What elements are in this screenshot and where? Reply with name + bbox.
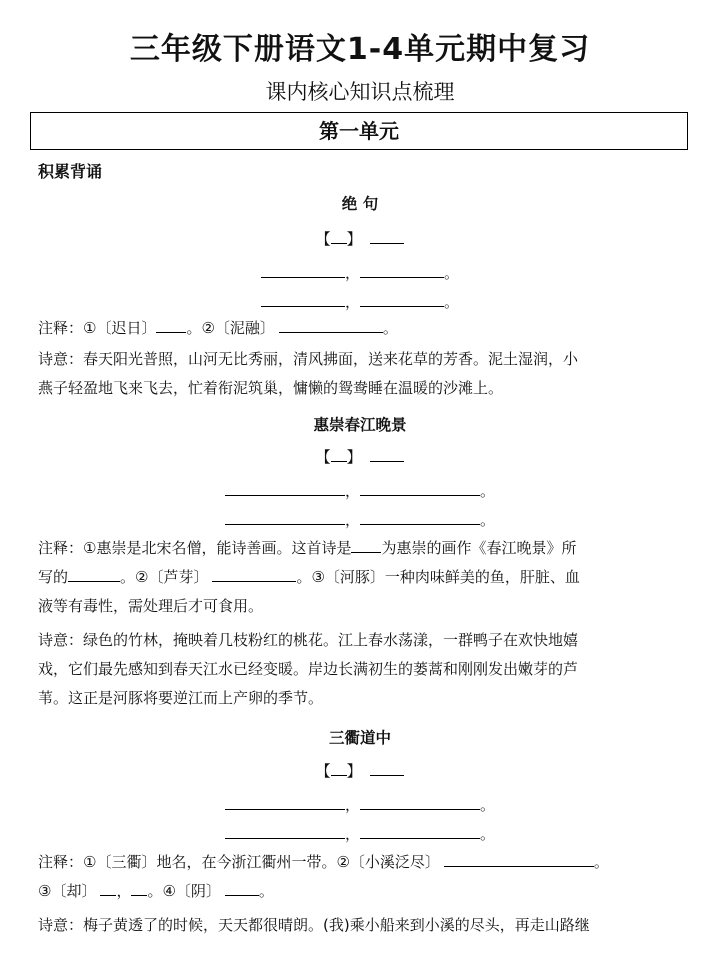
comma: ，: [344, 482, 360, 500]
unit-heading: 第一单元: [30, 112, 688, 150]
poem1-line-row: [0, 291, 720, 312]
author-blank[interactable]: [370, 447, 404, 462]
poem1-notes: [38, 314, 684, 343]
dynasty-blank[interactable]: [331, 229, 347, 244]
note-text: 为惠崇的画作《春江晚景》所: [381, 539, 577, 557]
poem-line-blank[interactable]: [360, 481, 480, 496]
note-text: 。④〔阴〕: [147, 882, 221, 900]
note-text: 。: [593, 853, 609, 871]
poem-line-blank[interactable]: [360, 824, 480, 839]
note-line: [38, 563, 684, 592]
note-blank[interactable]: [225, 881, 259, 896]
period: 。: [480, 482, 496, 500]
note-text: 。②〔泥融〕: [186, 319, 275, 337]
poem1-author-row: [0, 228, 720, 249]
poem-line-blank[interactable]: [225, 795, 345, 810]
note-blank[interactable]: [444, 852, 594, 867]
bracket-close: 】: [346, 230, 362, 248]
page-title: 三年级下册语文1-4单元期中复习: [129, 32, 591, 67]
poem-line-blank[interactable]: [360, 292, 444, 307]
comma: ，: [344, 825, 360, 843]
dynasty-blank[interactable]: [331, 447, 347, 462]
poem2-author-row: [0, 446, 720, 467]
bracket-open: 【: [315, 230, 331, 248]
meaning-line: 诗意：春天阳光普照，山河无比秀丽，清风拂面，送来花草的芳香。泥土湿润，小: [38, 350, 579, 368]
comma: ，: [344, 264, 360, 282]
meaning-line: 诗意：梅子黄透了的时候，天天都很晴朗。(我)乘小船来到小溪的尽头，再走山路继: [38, 916, 590, 934]
note-text: 。②〔芦芽〕: [120, 568, 209, 586]
note-blank[interactable]: [351, 538, 381, 553]
bracket-open: 【: [315, 448, 331, 466]
note-text: 。: [382, 319, 398, 337]
poem2-meaning: [38, 626, 684, 713]
poem2-line-row: [0, 509, 720, 530]
bracket-close: 】: [346, 448, 362, 466]
meaning-line: 戏，它们最先感知到春天江水已经变暖。岸边长满初生的蒌蒿和刚刚发出嫩芽的芦: [38, 660, 579, 678]
meaning-line: 燕子轻盈地飞来飞去，忙着衔泥筑巢，慵懒的鸳鸯睡在温暖的沙滩上。: [38, 379, 504, 397]
poem2-line-row: [0, 480, 720, 501]
author-blank[interactable]: [370, 229, 404, 244]
meaning-line: 诗意：绿色的竹林，掩映着几枝粉红的桃花。江上春水荡漾，一群鸭子在欢快地嬉: [38, 631, 579, 649]
poem3-title: 三衢道中: [328, 729, 391, 747]
author-blank[interactable]: [370, 761, 404, 776]
poem1-line-row: [0, 262, 720, 283]
bracket-open: 【: [315, 762, 331, 780]
note-blank[interactable]: [156, 318, 186, 333]
note-blank[interactable]: [212, 567, 296, 582]
poem3-author-row: [0, 760, 720, 781]
poem-line-blank[interactable]: [360, 510, 480, 525]
poem3-line-row: [0, 794, 720, 815]
note-text: 。: [258, 882, 274, 900]
page-subtitle: 课内核心知识点梳理: [265, 80, 455, 104]
note-text: 注释：①〔迟日〕: [38, 319, 157, 337]
poem3-line-row: [0, 823, 720, 844]
poem3-meaning: [38, 911, 684, 940]
note-blank[interactable]: [100, 881, 116, 896]
poem2-notes: [38, 534, 684, 621]
poem-line-blank[interactable]: [225, 510, 345, 525]
poem-line-blank[interactable]: [261, 292, 345, 307]
poem-line-blank[interactable]: [360, 795, 480, 810]
note-blank[interactable]: [279, 318, 383, 333]
note-line: [38, 534, 684, 563]
note-blank[interactable]: [68, 567, 120, 582]
note-text: 。③〔河豚〕一种肉味鲜美的鱼，肝脏、血: [296, 568, 580, 586]
poem2-title: 惠崇春江晚景: [313, 416, 407, 434]
period: 。: [480, 825, 496, 843]
poem-line-blank[interactable]: [360, 263, 444, 278]
note-line: [38, 877, 684, 906]
note-text: ，: [116, 882, 132, 900]
note-text: 注释：①〔三衢〕地名，在今浙江衢州一带。②〔小溪泛尽〕: [38, 853, 440, 871]
note-text: ③〔却〕: [38, 882, 97, 900]
section-heading: 积累背诵: [38, 162, 103, 181]
note-line: [38, 848, 684, 877]
comma: ，: [344, 511, 360, 529]
comma: ，: [344, 293, 360, 311]
meaning-line: 苇。这正是河豚将要逆江而上产卵的季节。: [38, 689, 324, 707]
note-text: 写的: [38, 568, 69, 586]
bracket-close: 】: [346, 762, 362, 780]
note-line: 液等有毒性，需处理后才可食用。: [38, 597, 264, 615]
poem1-meaning: [38, 345, 684, 403]
poem-line-blank[interactable]: [225, 824, 345, 839]
note-blank[interactable]: [131, 881, 147, 896]
poem-line-blank[interactable]: [225, 481, 345, 496]
period: 。: [480, 796, 496, 814]
period: 。: [480, 511, 496, 529]
poem1-title: 绝 句: [341, 195, 379, 213]
poem-line-blank[interactable]: [261, 263, 345, 278]
period: 。: [444, 293, 460, 311]
period: 。: [444, 264, 460, 282]
dynasty-blank[interactable]: [331, 761, 347, 776]
poem3-notes: [38, 848, 684, 906]
comma: ，: [344, 796, 360, 814]
note-text: 注释：①惠崇是北宋名僧，能诗善画。这首诗是: [38, 539, 352, 557]
